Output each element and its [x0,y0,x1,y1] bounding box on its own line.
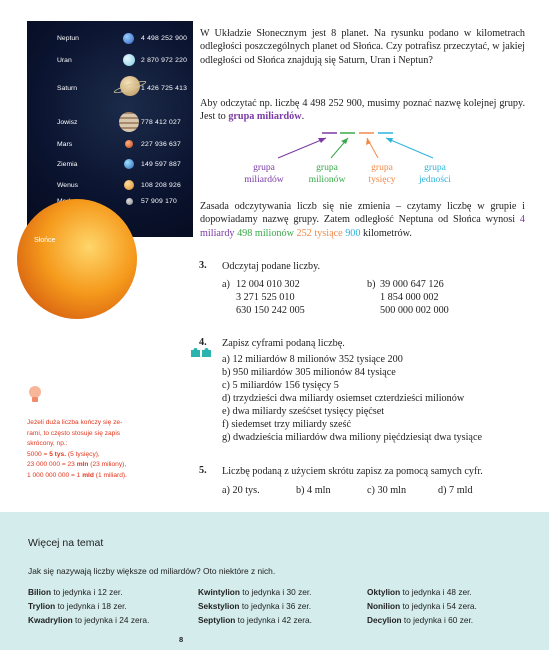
planet-name: Uran [57,57,72,64]
exercise-4-item [222,405,384,418]
panel-heading: Więcej na temat [28,537,104,549]
large-number-item [367,587,472,597]
exercise-4-item [222,366,396,379]
mars-icon [125,140,133,148]
number-name: Septylion [198,615,236,625]
large-number-item [28,601,127,611]
sun-icon [17,199,137,319]
note-example-abbr: mln [76,461,89,469]
note-line: skrócony, np.: [27,440,68,448]
rule-km: kilometrów. [363,227,412,239]
exercise-5-title: Liczbę podaną z użyciem skrótu zapisz za pomocą samych cyfr. [222,466,483,477]
exercise-3-number: 3. [199,260,207,271]
groups-text: Aby odczytać np. liczbę 4 498 252 900, musimy poznać nazwę kolejnej grupy. Jest to [200,98,525,123]
number-desc: to jedynka i 36 zer. [239,601,312,611]
exercise-5-item [367,484,406,497]
planet-row-neptun [27,32,193,46]
arrowhead-millions-icon [341,138,348,144]
item-label: e) [222,406,230,417]
planet-name: Wenus [57,182,79,189]
item-text: 950 miliardów 305 milionów 84 tysiące [233,367,396,378]
note-example [27,450,159,461]
group-thousands-name: tysięcy [368,174,396,185]
group-thousands-word: grupa [371,162,393,173]
item-text: trzydzieści dwa miliardy osiemset czterdzieści milionów [233,393,465,404]
groups-text-end: . [301,111,305,123]
exercise-5-number: 5. [199,465,207,476]
item-text: 5 miliardów 156 tysięcy 5 [232,380,339,391]
item-text: 12 miliardów 8 milionów 352 tysiące 200 [232,354,403,365]
large-number-item [28,587,123,597]
number-name: Kwadrylion [28,615,73,625]
group-units-name: jedności [419,174,451,185]
exercise-5-item [296,484,331,497]
more-on-topic-panel [0,512,549,650]
number-desc: to jedynka i 48 zer. [400,587,472,597]
note-example-desc: (23 miliony), [88,461,127,469]
puzzle-icon [191,348,213,358]
planet-row-ziemia [27,158,193,172]
exercise-5-item [438,484,473,497]
large-number-item [367,601,477,611]
note-example-value: 1 000 000 000 = 1 [27,471,83,479]
arrowhead-units-icon [386,138,393,143]
number-name: Oktylion [367,587,401,597]
number-desc: to jedynka i 30 zer. [239,587,312,597]
item-text: 7 mld [449,485,473,496]
exercise-5-item [222,484,260,497]
planet-row-wenus [27,179,193,193]
note-example-value: 23 000 000 = 23 [27,461,77,469]
page-number: 8 [179,635,184,644]
rule-paragraph [200,200,525,240]
exercise-3a-label: a) [222,279,230,290]
number-name: Kwintylion [198,587,240,597]
item-text: 20 tys. [232,485,260,496]
group-billions-label [237,162,291,186]
rule-thousands-number: 252 [296,227,312,239]
mercury-icon [126,198,133,205]
item-label: d) [438,485,447,496]
group-millions-word: grupa [316,162,338,173]
note-line: Jeżeli duża liczba kończy się ze- [27,419,123,426]
panel-question: Jak się nazywają liczby większe od miliardów? Oto niektóre z nich. [28,566,276,576]
large-number-item [198,615,312,625]
exercise-3a-item: 12 004 010 302 [236,279,300,290]
number-desc: to jedynka i 18 zer. [55,601,127,611]
item-label: c) [222,380,230,391]
groups-paragraph [200,97,525,124]
planet-distance: 2 870 972 220 [141,57,188,64]
planet-distance: 1 426 725 413 [141,85,188,92]
planet-name: Mars [57,141,73,148]
number-name: Sekstylion [198,601,240,611]
planet-row-jowisz [27,116,193,130]
planet-distance: 778 412 027 [141,119,181,126]
planets-illustration [27,21,193,244]
group-billions-word: grupa [253,162,275,173]
exercise-4-item [222,379,339,392]
groups-diagram [200,124,525,194]
planet-name: Jowisz [57,119,78,126]
item-text: 4 mln [307,485,331,496]
note-example-desc: (5 tysięcy), [66,450,100,458]
abbreviation-note [27,418,159,482]
note-example-abbr: 5 tys. [49,450,67,458]
group-millions-name: milionów [308,174,346,185]
note-example-desc: (1 miliard). [93,471,127,479]
exercise-4-item [222,392,464,405]
number-name: Trylion [28,601,56,611]
number-desc: to jedynka i 60 zer. [401,615,474,625]
large-number-item [198,587,311,597]
note-line: rami, to często stosuje się zapis [27,429,121,437]
rule-text: Zasada odczytywania liczb się nie zmienia – czytamy liczbę w grupie i dopowiadamy nazwę grupy. Zatem odległość Neptuna od Słońca wynosi [200,201,525,226]
item-label: c) [367,485,375,496]
item-text: 30 mln [377,485,407,496]
exercise-3b-label: b) [367,279,376,290]
planet-name: Ziemia [57,161,78,168]
number-desc: to jedynka i 42 zera. [235,615,312,625]
group-billions-name: miliardów [244,174,284,185]
exercise-4-title: Zapisz cyframi podaną liczbę. [222,338,345,349]
large-number-item [28,615,149,625]
item-text: dwa miliardy sześćset tysięcy pięćset [232,406,385,417]
number-name: Nonilion [367,601,401,611]
item-label: d) [222,393,231,404]
neptune-icon [123,33,134,44]
planet-distance: 4 498 252 900 [141,35,188,42]
number-desc: to jedynka i 54 zera. [400,601,477,611]
number-name: Bilion [28,587,52,597]
number-desc: to jedynka i 24 zera. [72,615,150,625]
exercise-3b-item: 1 854 000 002 [380,292,439,303]
group-thousands-label [360,162,404,186]
planet-name: Neptun [57,35,79,42]
arrow-billions [278,138,326,158]
rule-millions-number: 498 [237,227,253,239]
item-text: dwadzieścia miliardów dwa miliony pięćdziesiąt dwa tysiące [233,432,482,443]
item-label: b) [296,485,305,496]
exercise-4-item [222,431,482,444]
note-example [27,460,159,471]
group-name-highlight: grupa miliardów [228,111,302,123]
exercise-3-title: Odczytaj podane liczby. [222,261,321,272]
rule-millions-word: milionów [254,227,294,239]
exercise-4-item [222,353,403,366]
exercise-3b-item: 39 000 647 126 [380,279,444,290]
planet-distance: 57 909 170 [141,198,178,205]
item-text: siedemset trzy miliardy sześć [231,419,352,430]
lightbulb-icon [28,385,42,405]
planet-row-mars [27,138,193,152]
planet-row-saturn [27,82,193,96]
item-label: b) [222,367,231,378]
number-name: Decylion [367,615,402,625]
exercise-3a-item: 630 150 242 005 [236,305,305,316]
large-number-item [367,615,473,625]
jupiter-icon [119,112,139,132]
intro-paragraph: W Układzie Słonecznym jest 8 planet. Na rysunku podano w kilometrach odległości poszczególnych planet od Słońca. Czy potrafisz przeczytać, w jakiej odległości od Słońca znajdują się Saturn, Uran i Neptun? [200,28,525,66]
note-example [27,471,159,482]
earth-icon [124,159,134,169]
rule-thousands-word: tysiące [314,227,343,239]
group-units-word: grupa [424,162,446,173]
item-label: g) [222,432,231,443]
arrow-units [386,138,433,158]
item-label: f) [222,419,229,430]
planet-name: Saturn [57,85,78,92]
note-example-abbr: mld [82,471,94,479]
planet-distance: 149 597 887 [141,161,181,168]
group-millions-label [302,162,352,186]
group-units-label [411,162,459,186]
exercise-4-item [222,418,351,431]
planet-distance: 108 208 926 [141,182,181,189]
number-desc: to jedynka i 12 zer. [51,587,123,597]
sun-label: Słońce [34,237,56,244]
planet-distance: 227 936 637 [141,141,181,148]
planet-row-uran [27,54,193,68]
exercise-4-number: 4. [199,337,207,348]
note-example-value: 5000 = [27,450,50,458]
rule-units-number: 900 [345,227,361,239]
exercise-3b-item: 500 000 002 000 [380,305,449,316]
venus-icon [124,180,134,190]
rule-billions: 4 miliardy [200,214,525,239]
uranus-icon [123,54,135,66]
large-number-item [198,601,311,611]
item-label: a) [222,354,230,365]
item-label: a) [222,485,230,496]
exercise-3a-item: 3 271 525 010 [236,292,295,303]
